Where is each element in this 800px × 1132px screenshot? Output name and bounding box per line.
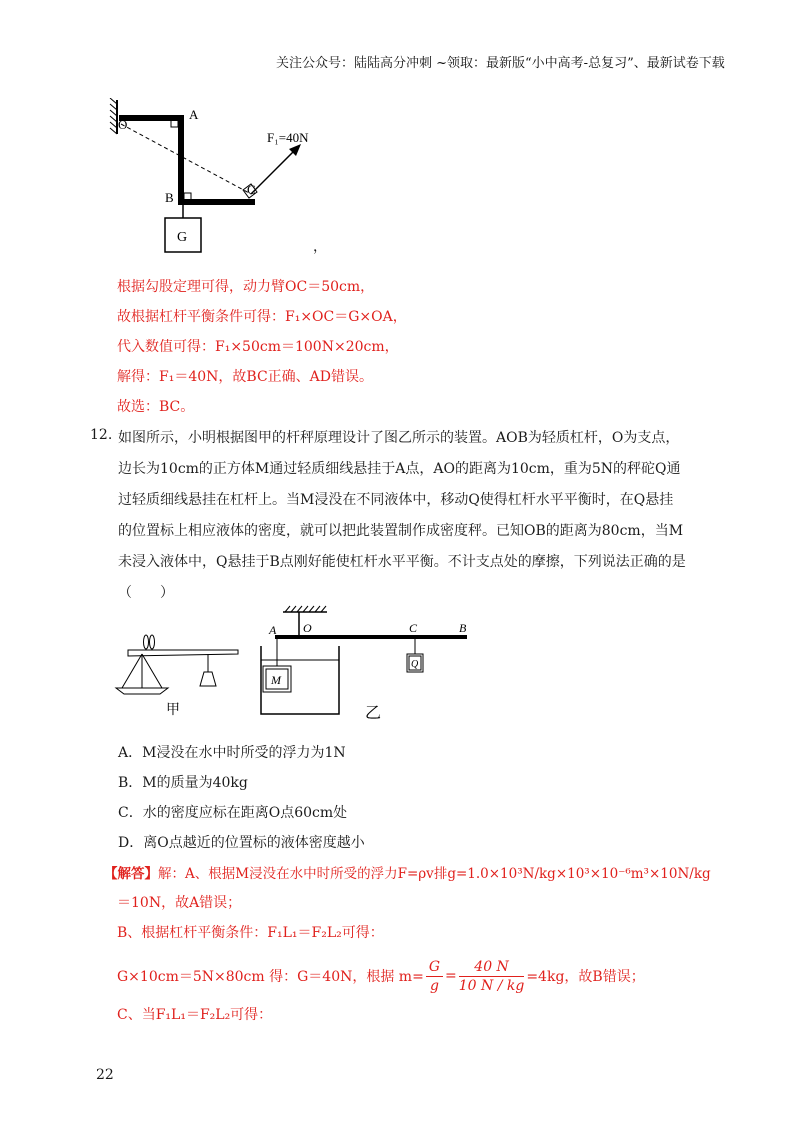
answer-line-4a: G×10cm＝5N×80cm 得：G＝40N，根据 m= bbox=[117, 969, 424, 985]
page-number: 22 bbox=[96, 1067, 114, 1083]
label-F1: F₁=40N bbox=[267, 130, 309, 145]
label-yi-A: A bbox=[269, 623, 277, 637]
answer-text-1: 解：A、根据M浸没在水中时所受的浮力F=ρv排g=1.0×10³N/kg×10³×10⁻⁶m³×10N/kg bbox=[158, 866, 711, 882]
label-yi-Q: Q bbox=[411, 659, 419, 670]
label-yi-B: B bbox=[459, 621, 467, 635]
question-line-6: （ ） bbox=[118, 585, 174, 601]
equals-sign: = bbox=[445, 968, 457, 984]
answer-line-4 bbox=[117, 952, 645, 1000]
solution-line-5: 故选：BC。 bbox=[117, 399, 195, 415]
fraction-40N-over-10Nkg bbox=[459, 958, 525, 995]
answer-line-1 bbox=[104, 862, 711, 882]
figure-jia bbox=[108, 628, 248, 718]
question-line-1: 如图所示，小明根据图甲的杆秤原理设计了图乙所示的装置。AOB为轻质杠杆，O为支点， bbox=[118, 430, 680, 446]
label-yi-C: C bbox=[409, 621, 418, 635]
question-line-3: 过轻质细线悬挂在杠杆上。当M浸没在不同液体中，移动Q使得杠杆水平平衡时，在Q悬挂 bbox=[118, 492, 674, 508]
solution-line-4: 解得：F₁＝40N，故BC正确、AD错误。 bbox=[117, 369, 373, 385]
frac2-numerator: 40 N bbox=[459, 958, 525, 977]
fraction-G-over-g bbox=[426, 958, 443, 995]
option-d: D．离O点越近的位置标的液体密度越小 bbox=[118, 835, 365, 851]
answer-tag: 【解答】 bbox=[104, 866, 158, 882]
answer-line-3: B、根据杠杆平衡条件：F₁L₁＝F₂L₂可得： bbox=[117, 925, 384, 941]
label-jia: 甲 bbox=[166, 702, 180, 718]
lever-figure-top bbox=[105, 98, 335, 263]
solution-line-1: 根据勾股定理可得，动力臂OC＝50cm， bbox=[117, 279, 375, 295]
question-line-4: 的位置标上相应液体的密度，就可以把此装置制作成密度秤。已知OB的距离为80cm，当M bbox=[118, 523, 684, 539]
label-yi-O: O bbox=[303, 621, 312, 635]
figure-trailing-comma: ， bbox=[313, 239, 327, 255]
label-O: O bbox=[118, 117, 128, 132]
label-B: B bbox=[165, 190, 174, 205]
frac1-denominator: g bbox=[429, 977, 439, 994]
figure-yi bbox=[255, 604, 485, 726]
answer-line-4b: =4kg，故B错误； bbox=[526, 969, 645, 985]
label-yi: 乙 bbox=[365, 703, 382, 722]
frac2-denominator: 10 N / kg bbox=[458, 977, 525, 994]
page-header: 关注公众号：陆陆高分冲刺 ~领取：最新版“小中高考-总复习”、最新试卷下载 bbox=[276, 56, 725, 71]
option-b: B．M的质量为40kg bbox=[118, 775, 248, 791]
option-c: C．水的密度应标在距离O点60cm处 bbox=[118, 805, 348, 821]
option-a: A．M浸没在水中时所受的浮力为1N bbox=[118, 745, 346, 761]
label-yi-M: M bbox=[271, 673, 281, 687]
question-number: 12. bbox=[90, 427, 113, 443]
question-line-5: 未浸入液体中，Q悬挂于B点刚好能使杠杆水平平衡。不计支点处的摩擦，下列说法正确的是 bbox=[118, 554, 686, 570]
answer-line-2: ＝10N，故A错误； bbox=[117, 895, 242, 911]
frac1-numerator: G bbox=[426, 958, 443, 977]
label-A: A bbox=[189, 107, 199, 122]
label-C: C bbox=[247, 182, 256, 197]
solution-line-2: 故根据杠杆平衡条件可得：F₁×OC＝G×OA， bbox=[117, 309, 407, 325]
answer-line-5: C、当F₁L₁＝F₂L₂可得： bbox=[117, 1007, 273, 1023]
question-line-2: 边长为10cm的正方体M通过轻质细线悬挂于A点，AO的距离为10cm，重为5N的秤砣Q通 bbox=[118, 461, 681, 477]
solution-line-3: 代入数值可得：F₁×50cm＝100N×20cm， bbox=[117, 339, 399, 355]
label-G: G bbox=[177, 230, 188, 245]
